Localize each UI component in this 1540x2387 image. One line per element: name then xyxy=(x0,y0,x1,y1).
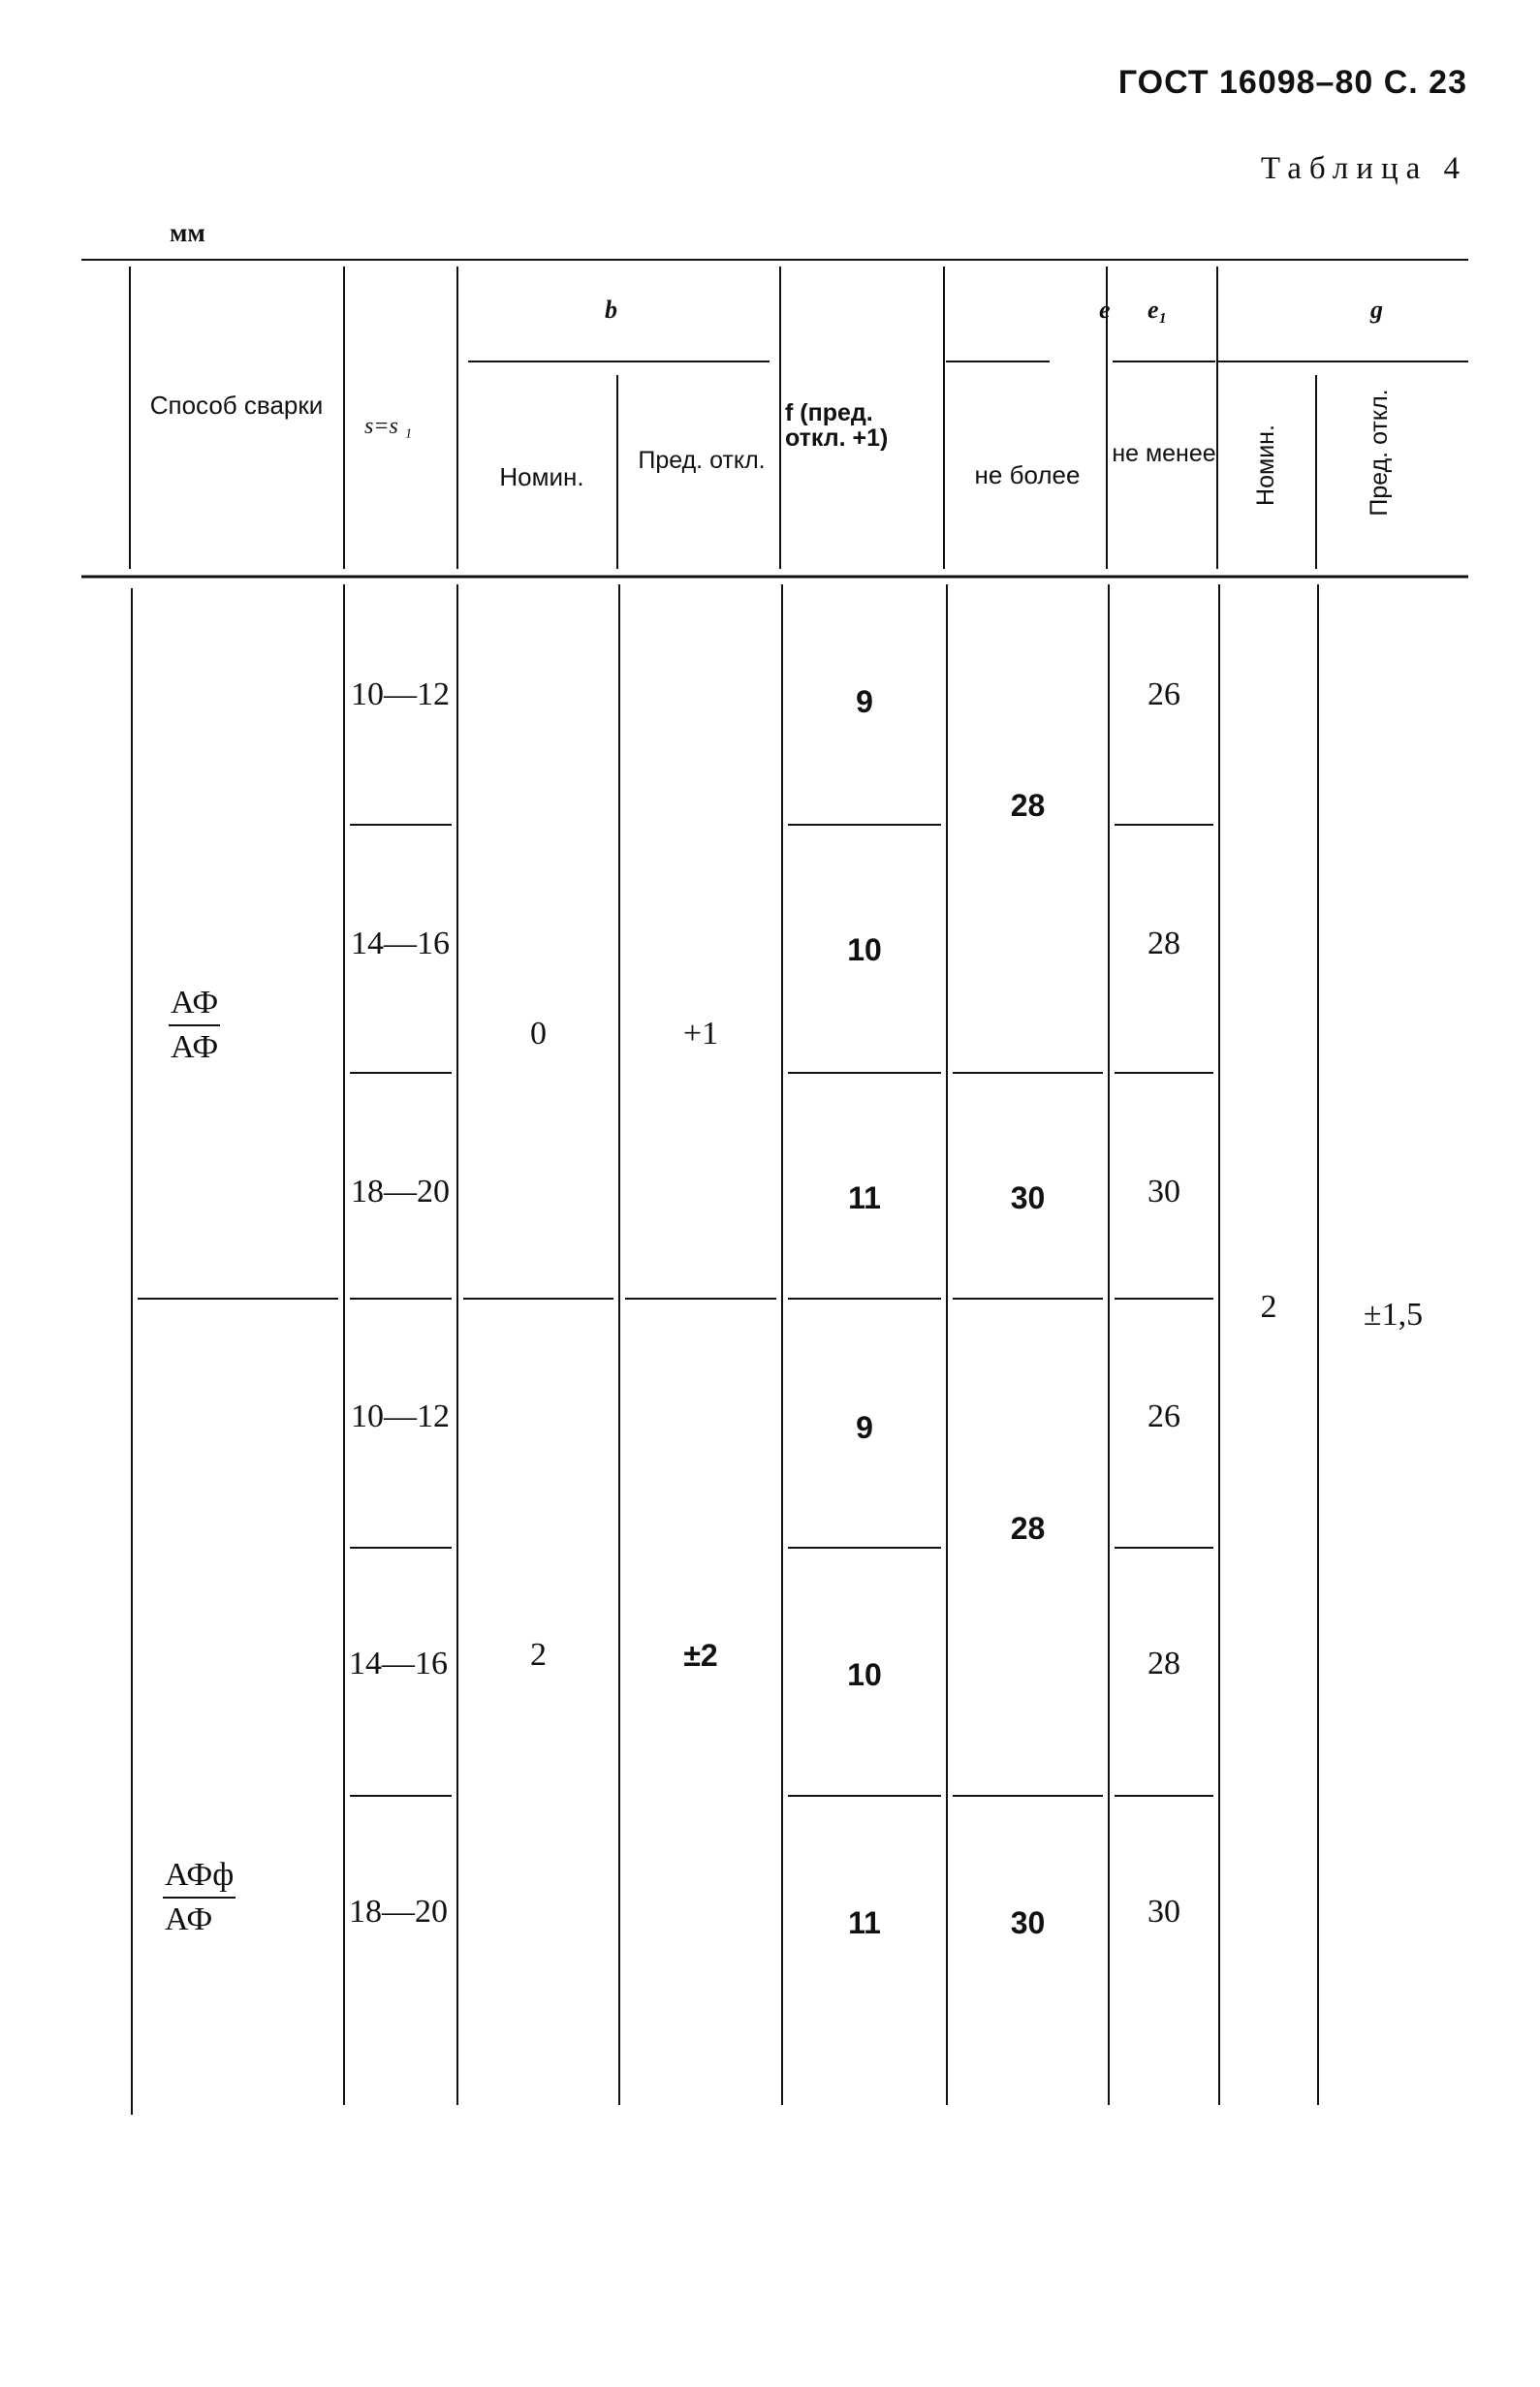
f-value: 10 xyxy=(847,932,882,967)
e-value: 28 xyxy=(1010,788,1046,823)
e1-value: 26 xyxy=(1147,1398,1180,1434)
weld-dimensions-table xyxy=(81,259,1468,2115)
s-value: 18—20 xyxy=(351,1174,450,1209)
page-header: ГОСТ 16098–80 С. 23 xyxy=(1117,64,1467,101)
f-value: 9 xyxy=(856,1410,873,1445)
s-value: 18—20 xyxy=(349,1894,448,1930)
header-b: b xyxy=(605,296,617,324)
header-e1-sub: не менее xyxy=(1112,440,1216,467)
e1-value: 26 xyxy=(1147,676,1180,712)
s-value: 10—12 xyxy=(351,1398,450,1434)
e-value: 30 xyxy=(1010,1905,1046,1940)
header-e1: e₁ xyxy=(1147,296,1168,324)
header-b-dev: Пред. откл. xyxy=(638,447,766,474)
table-grid xyxy=(81,259,1468,2115)
f-value: 11 xyxy=(848,1180,881,1215)
header-e-sub: не более xyxy=(974,460,1081,489)
b-nom-value: 0 xyxy=(530,1016,547,1052)
e1-value: 28 xyxy=(1147,1646,1180,1681)
e-value: 28 xyxy=(1010,1511,1046,1546)
s-value: 14—16 xyxy=(349,1646,448,1681)
b-nom-value: 2 xyxy=(530,1637,547,1673)
s-value: 10—12 xyxy=(351,676,450,712)
header-g-nom: Номин. xyxy=(1252,424,1279,506)
g-dev-value: ±1,5 xyxy=(1363,1297,1424,1333)
e-value: 30 xyxy=(1010,1180,1046,1215)
method-numerator: АФф xyxy=(163,1856,236,1899)
header-g-dev: Пред. откл. xyxy=(1366,389,1393,517)
b-dev-value: ±2 xyxy=(683,1638,718,1673)
e1-value: 30 xyxy=(1147,1174,1180,1209)
header-b-nom: Номин. xyxy=(499,462,584,491)
s-value: 14—16 xyxy=(351,926,450,961)
method-numerator: АФ xyxy=(169,984,220,1026)
g-nom-value: 2 xyxy=(1260,1289,1277,1325)
f-value: 9 xyxy=(856,684,873,719)
header-f: f (пред. откл. +1) xyxy=(785,399,889,452)
method-denominator: АФ xyxy=(165,1901,213,1937)
method-af-af xyxy=(169,984,220,1067)
table-label: Таблица 4 xyxy=(1260,151,1467,186)
e1-value: 28 xyxy=(1147,926,1180,961)
f-value: 11 xyxy=(848,1905,881,1940)
header-s: s=s ₁ xyxy=(364,414,413,439)
units-label: мм xyxy=(170,218,205,247)
header-method: Способ сварки xyxy=(149,391,324,420)
header-g: g xyxy=(1370,296,1383,324)
method-aff-af xyxy=(163,1856,236,1939)
f-value: 10 xyxy=(847,1657,882,1692)
b-dev-value: +1 xyxy=(682,1016,719,1052)
method-denominator: АФ xyxy=(171,1029,219,1065)
e1-value: 30 xyxy=(1147,1894,1180,1930)
header-e: e xyxy=(1099,296,1111,324)
